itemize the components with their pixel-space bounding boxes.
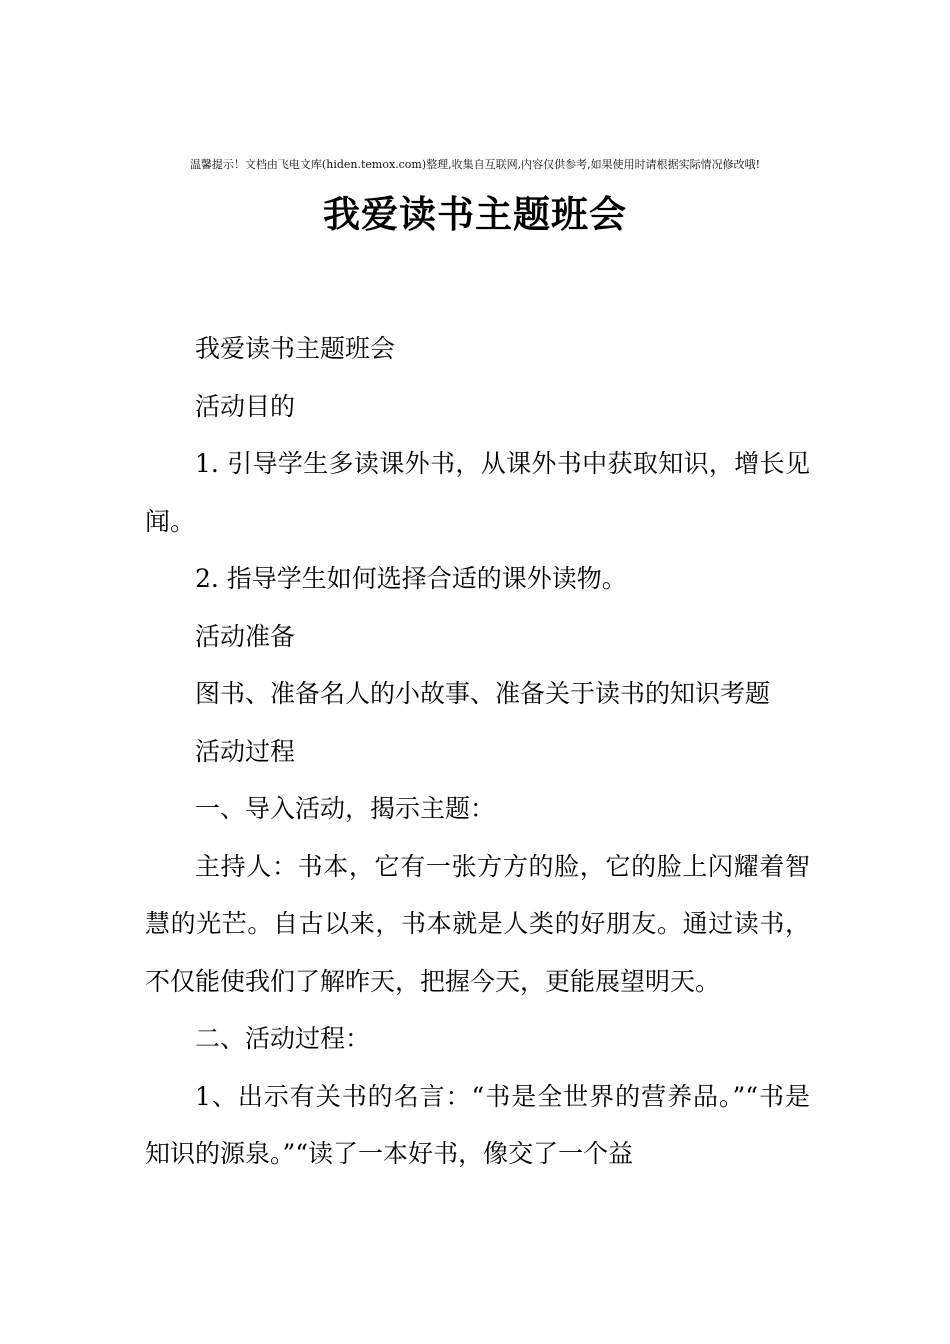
paragraph-host-intro: 主持人：书本，它有一张方方的脸，它的脸上闪耀着智慧的光芒。自古以来，书本就是人类的好朋友。通过读书，不仅能使我们了解昨天，把握今天，更能展望明天。 bbox=[145, 851, 810, 996]
document-title: 我爱读书主题班会 bbox=[323, 192, 627, 236]
document-notice: 温馨提示！文档由飞电文库(hiden.temox.com)整理,收集自互联网,内容仅供参考,如果使用时请根据实际情况修改哦! bbox=[189, 158, 761, 171]
paragraph-heading-preparation: 活动准备 bbox=[195, 621, 296, 651]
paragraph-purpose-2: 2. 指导学生如何选择合适的课外读物。 bbox=[195, 564, 627, 593]
paragraph-subtitle: 我爱读书主题班会 bbox=[195, 334, 396, 363]
document-body bbox=[145, 320, 810, 1183]
paragraph-purpose-1: 1. 引导学生多读课外书，从课外书中获取知识，增长见闻。 bbox=[145, 449, 810, 536]
paragraph-step-2: 二、活动过程： bbox=[195, 1024, 371, 1053]
paragraph-heading-process: 活动过程 bbox=[195, 736, 296, 766]
paragraph-step-1: 一、导入活动，揭示主题： bbox=[195, 794, 496, 823]
paragraph-preparation: 图书、准备名人的小故事、准备关于读书的知识考题 bbox=[195, 679, 771, 708]
paragraph-quotes: 1、出示有关书的名言：“书是全世界的营养品。”“书是知识的源泉。”“读了一本好书，像交了一个益 bbox=[145, 1081, 810, 1168]
paragraph-heading-purpose: 活动目的 bbox=[195, 391, 296, 421]
